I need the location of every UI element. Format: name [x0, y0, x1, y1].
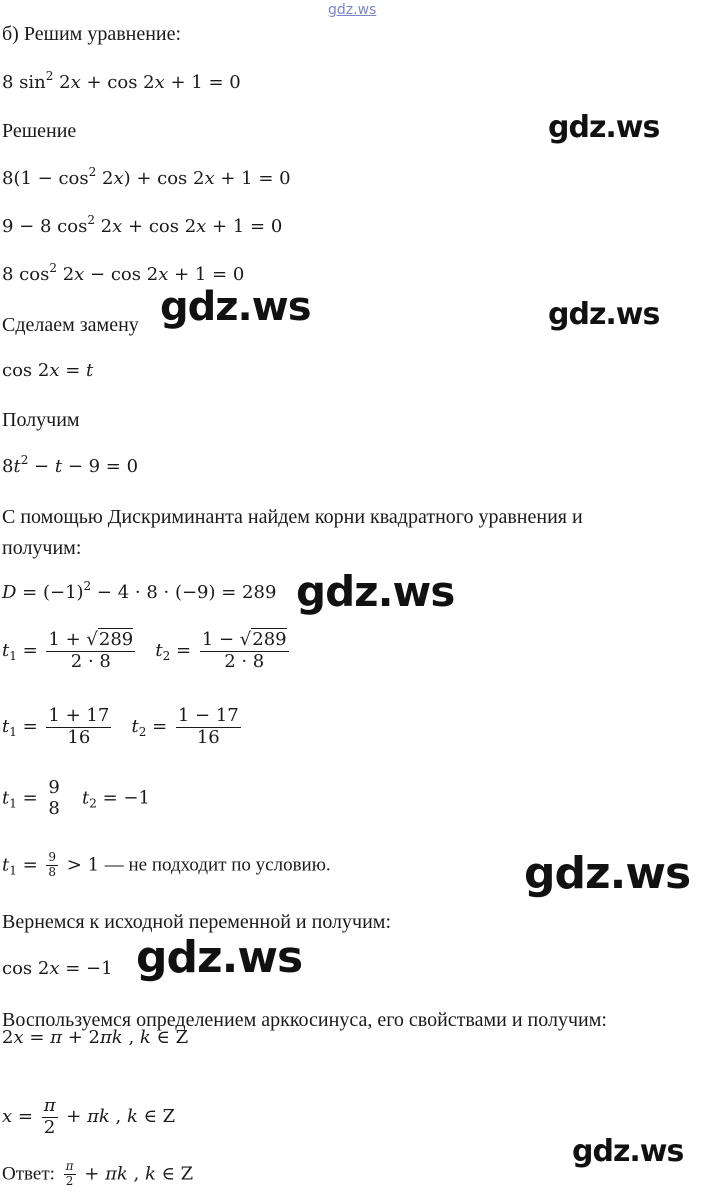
arccos-definition-label: Воспользуемся определением арккосинуса, его свойствами и получим:: [2, 1009, 607, 1031]
watermark: gdz.ws: [136, 932, 303, 983]
discriminant-equation: $D = (-1)^2 - 4 \cdot 8 \cdot (-9) = 289$: [2, 579, 277, 603]
roots-computed: $t_1$ = $\frac{1 + 17}{16}$ $t_2$ = $\frac{1 - 17}{16}$: [2, 705, 239, 748]
watermark: gdz.ws: [548, 297, 660, 332]
equation-original: 8 $\sin^2 2x + \cos 2x + 1 = 0$: [2, 69, 241, 93]
discriminant-intro: С помощью Дискриминанта найдем корни квадратного уравнения и: [2, 506, 583, 528]
discriminant-intro-cont: получим:: [2, 537, 82, 559]
task-heading: б) Решим уравнение:: [2, 23, 182, 45]
watermark: gdz.ws: [548, 110, 660, 145]
roots-values: $t_1$ = 9 8 $t_2 = -1$: [2, 777, 150, 819]
equation-step-3: 8 $\cos^2 2x - \cos 2x + 1 = 0$: [2, 261, 245, 285]
fraction: $\frac{\pi}{2}$: [65, 1159, 74, 1188]
solution-label: Решение: [2, 120, 77, 142]
watermark: gdz.ws: [524, 848, 691, 899]
watermark: gdz.ws: [160, 284, 311, 330]
fraction: $\frac{9}{8}$: [48, 850, 57, 879]
root-check: $t_1$ = $\frac{9}{8}$ > 1 — не подходит по условию.: [2, 850, 331, 879]
we-get-label: Получим: [2, 409, 80, 431]
fraction: $\frac{1 + √289}{2 \cdot 8}$: [48, 629, 134, 672]
watermark: gdz.ws: [572, 1134, 684, 1169]
cos-equation: cos 2x = −1: [2, 958, 113, 979]
not-fit-text: — не подходит по условию.: [104, 854, 331, 876]
answer-line: Ответ: $\frac{\pi}{2}$ + πk , k ∈ Z: [2, 1159, 194, 1188]
return-variable-label: Вернемся к исходной переменной и получим:: [2, 911, 392, 933]
general-solution-x: x = $\frac{\pi}{2}$ + πk , k ∈ Z: [2, 1095, 176, 1138]
fraction: 9 8: [48, 777, 60, 819]
substitution-label: Сделаем замену: [2, 314, 139, 336]
answer-label: Ответ:: [2, 1163, 55, 1185]
source-link[interactable]: gdz.ws: [328, 2, 377, 18]
fraction: $\frac{1 + 17}{16}$: [48, 705, 110, 748]
fraction: $\frac{1 - √289}{2 \cdot 8}$: [201, 629, 287, 672]
substitution-equation: cos 2x = t: [2, 360, 94, 381]
fraction: $\frac{1 - 17}{16}$: [177, 705, 239, 748]
roots-formula: $t_1$ = $\frac{1 + √289}{2 \cdot 8}$ $t_2$ = $\frac{1 - √289}{2 \cdot 8}$: [2, 629, 287, 672]
general-solution-2x: 2x = π + 2πk , k ∈ Z: [2, 1027, 189, 1048]
equation-step-2: 9 − 8 $\cos^2 2x + \cos 2x + 1 = 0$: [2, 213, 283, 237]
watermark: gdz.ws: [296, 567, 455, 616]
fraction: $\frac{\pi}{2}$: [43, 1095, 56, 1138]
quadratic-equation: $8t^2 - t - 9 = 0$: [2, 453, 139, 477]
equation-step-1: $8(1 - \cos^2 2x) + \cos 2x + 1 = 0$: [2, 165, 291, 189]
